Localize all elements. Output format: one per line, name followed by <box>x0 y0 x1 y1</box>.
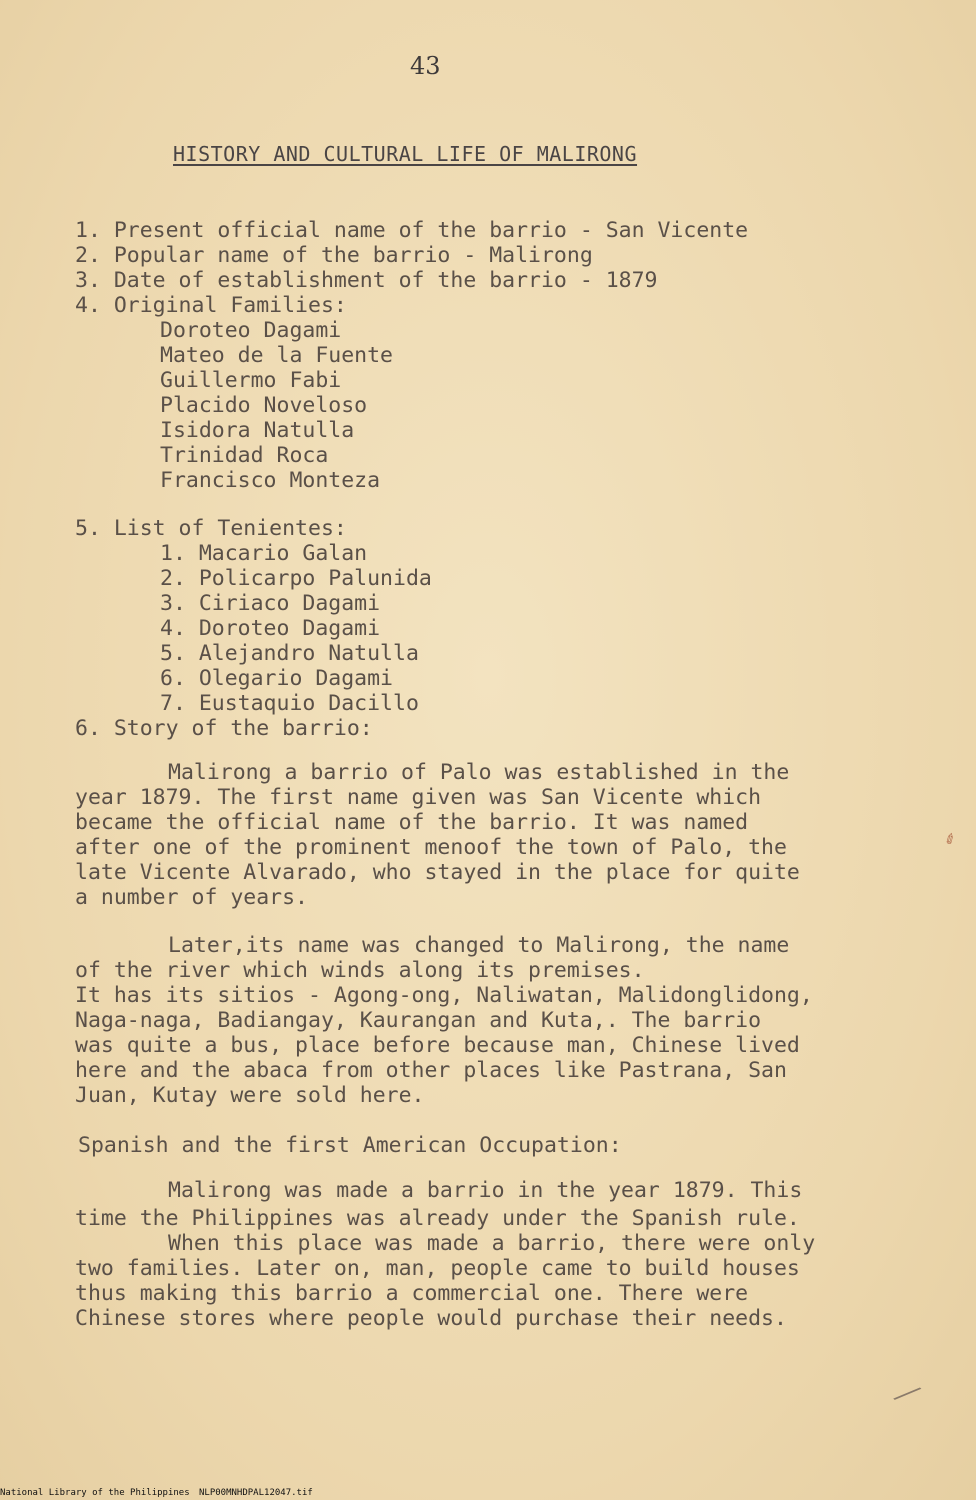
paragraph-line: was quite a bus, place before because man, Chinese lived <box>75 1033 800 1058</box>
paragraph-line: became the official name of the barrio. It was named <box>75 810 749 835</box>
family-name: Doroteo Dagami <box>160 318 342 343</box>
paragraph-line: a number of years. <box>75 885 308 910</box>
teniente-item: 5. Alejandro Natulla <box>160 641 419 666</box>
page-number: 43 <box>410 52 441 80</box>
paragraph-line: Chinese stores where people would purchase their needs. <box>75 1306 787 1331</box>
paragraph-line: Later,its name was changed to Malirong, the name <box>168 933 790 958</box>
margin-mark: ✐ <box>941 830 960 850</box>
teniente-item: 4. Doroteo Dagami <box>160 616 381 641</box>
paragraph-line: late Vicente Alvarado, who stayed in the place for quite <box>75 860 800 885</box>
paragraph-line: When this place was made a barrio, there were only <box>168 1231 816 1256</box>
teniente-item: 7. Eustaquio Dacillo <box>160 691 419 716</box>
paragraph-line: year 1879. The first name given was San Vicente which <box>75 785 762 810</box>
paragraph-line: It has its sitios - Agong-ong, Naliwatan, Malidonglidong, <box>75 983 813 1008</box>
paragraph-line: Juan, Kutay were sold here. <box>75 1083 425 1108</box>
tenientes-heading: 5. List of Tenientes: <box>75 516 347 541</box>
paragraph-line: thus making this barrio a commercial one. There were <box>75 1281 749 1306</box>
paragraph-line: of the river which winds along its premises. <box>75 958 645 983</box>
paragraph-line: Malirong was made a barrio in the year 1879. This <box>168 1178 803 1203</box>
paragraph-line: Malirong a barrio of Palo was established in the <box>168 760 790 785</box>
teniente-item: 2. Policarpo Palunida <box>160 566 432 591</box>
paragraph-line: here and the abaca from other places like Pastrana, San <box>75 1058 787 1083</box>
teniente-item: 6. Olegario Dagami <box>160 666 393 691</box>
footer-institution: National Library of the Philippines <box>0 1488 190 1498</box>
story-heading: 6. Story of the barrio: <box>75 716 373 741</box>
item-establishment-date: 3. Date of establishment of the barrio - 1879 <box>75 268 658 293</box>
paragraph-line: Naga-naga, Badiangay, Kaurangan and Kuta,. The barrio <box>75 1008 762 1033</box>
footer-file-id: NLP00MNHDPAL12047.tif <box>199 1488 313 1498</box>
spanish-occupation-heading: Spanish and the first American Occupation: <box>78 1133 622 1158</box>
margin-mark: ╱ <box>893 1380 920 1409</box>
teniente-item: 3. Ciriaco Dagami <box>160 591 381 616</box>
family-name: Francisco Monteza <box>160 468 381 493</box>
item-original-families: 4. Original Families: <box>75 293 347 318</box>
paragraph-line: after one of the prominent menoof the town of Palo, the <box>75 835 787 860</box>
family-name: Guillermo Fabi <box>160 368 342 393</box>
paragraph-line: two families. Later on, man, people came to build houses <box>75 1256 800 1281</box>
document-title: HISTORY AND CULTURAL LIFE OF MALIRONG <box>173 142 638 166</box>
family-name: Placido Noveloso <box>160 393 368 418</box>
family-name: Mateo de la Fuente <box>160 343 393 368</box>
teniente-item: 1. Macario Galan <box>160 541 368 566</box>
item-popular-name: 2. Popular name of the barrio - Malirong <box>75 243 593 268</box>
family-name: Trinidad Roca <box>160 443 329 468</box>
family-name: Isidora Natulla <box>160 418 355 443</box>
paragraph-line: time the Philippines was already under the Spanish rule. <box>75 1206 800 1231</box>
item-official-name: 1. Present official name of the barrio - San Vicente <box>75 218 749 243</box>
